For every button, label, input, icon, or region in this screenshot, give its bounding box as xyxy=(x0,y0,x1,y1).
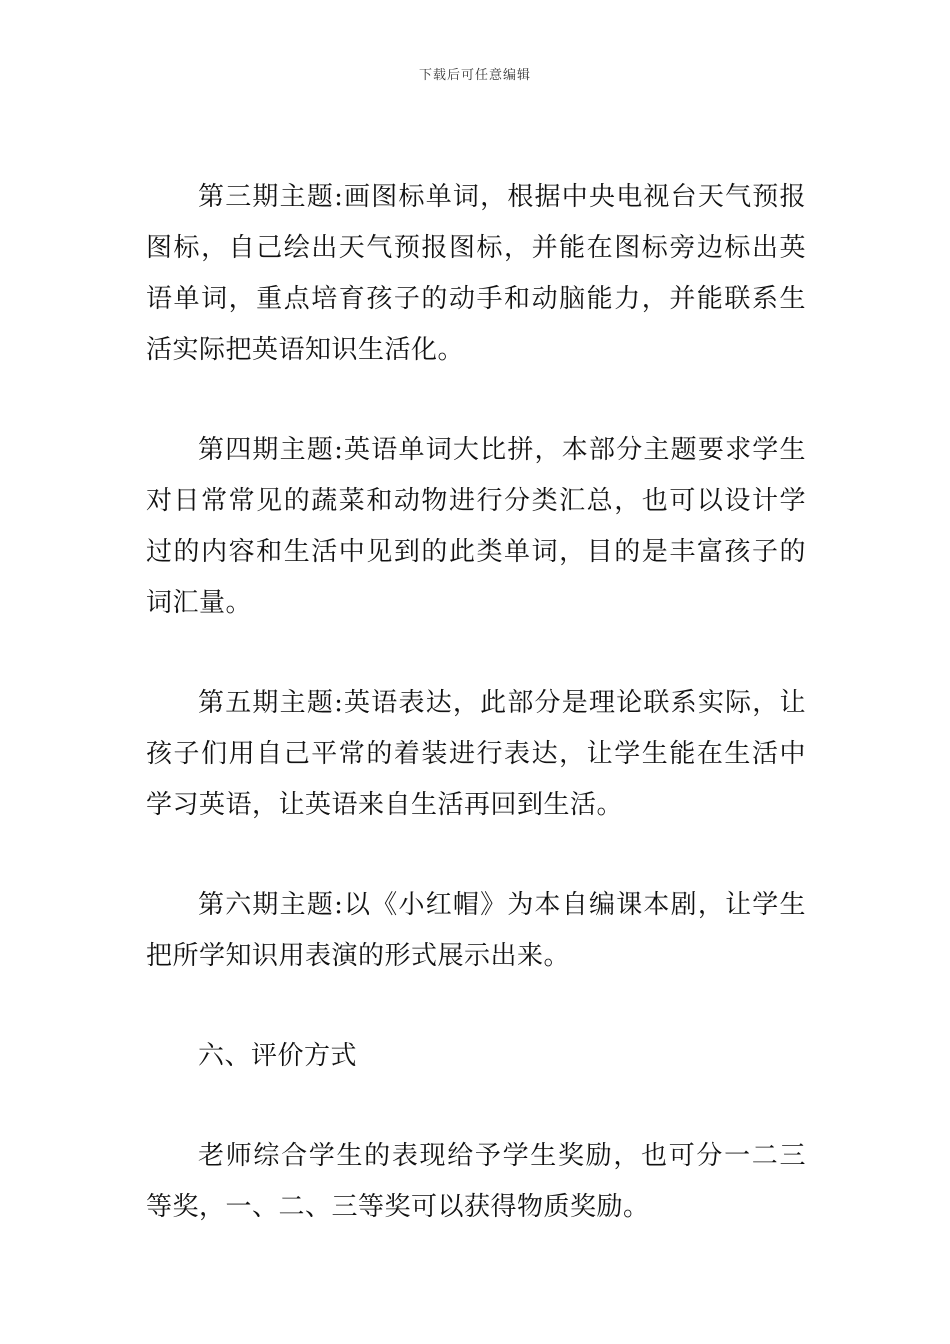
paragraph-gap xyxy=(146,1082,806,1131)
paragraph-gap xyxy=(146,982,806,1031)
paragraph-issue-6: 第六期主题:以《小红帽》为本自编课本剧，让学生把所学知识用表演的形式展示出来。 xyxy=(146,890,806,971)
paragraph-gap xyxy=(146,831,806,880)
page-header: 下载后可任意编辑 xyxy=(418,68,531,83)
paragraph-evaluation: 老师综合学生的表现给予学生奖励，也可分一二三等奖，一、二、三等奖可以获得物质奖励。 xyxy=(146,1141,806,1222)
paragraph-issue-4: 第四期主题:英语单词大比拼，本部分主题要求学生对日常常见的蔬菜和动物进行分类汇总，也可以设计学过的内容和生活中见到的此类单词，目的是丰富孩子的词汇量。 xyxy=(146,435,806,618)
paragraph-gap xyxy=(146,376,806,425)
paragraph-gap xyxy=(146,629,806,678)
document-body xyxy=(146,172,806,1233)
paragraph-issue-5: 第五期主题:英语表达，此部分是理论联系实际，让孩子们用自己平常的着装进行表达，让学生能在生活中学习英语，让英语来自生活再回到生活。 xyxy=(146,688,806,820)
section-heading-evaluation: 六、评价方式 xyxy=(198,1041,358,1071)
paragraph-issue-3: 第三期主题:画图标单词，根据中央电视台天气预报图标，自己绘出天气预报图标，并能在图标旁边标出英语单词，重点培育孩子的动手和动脑能力，并能联系生活实际把英语知识生活化。 xyxy=(146,182,806,365)
